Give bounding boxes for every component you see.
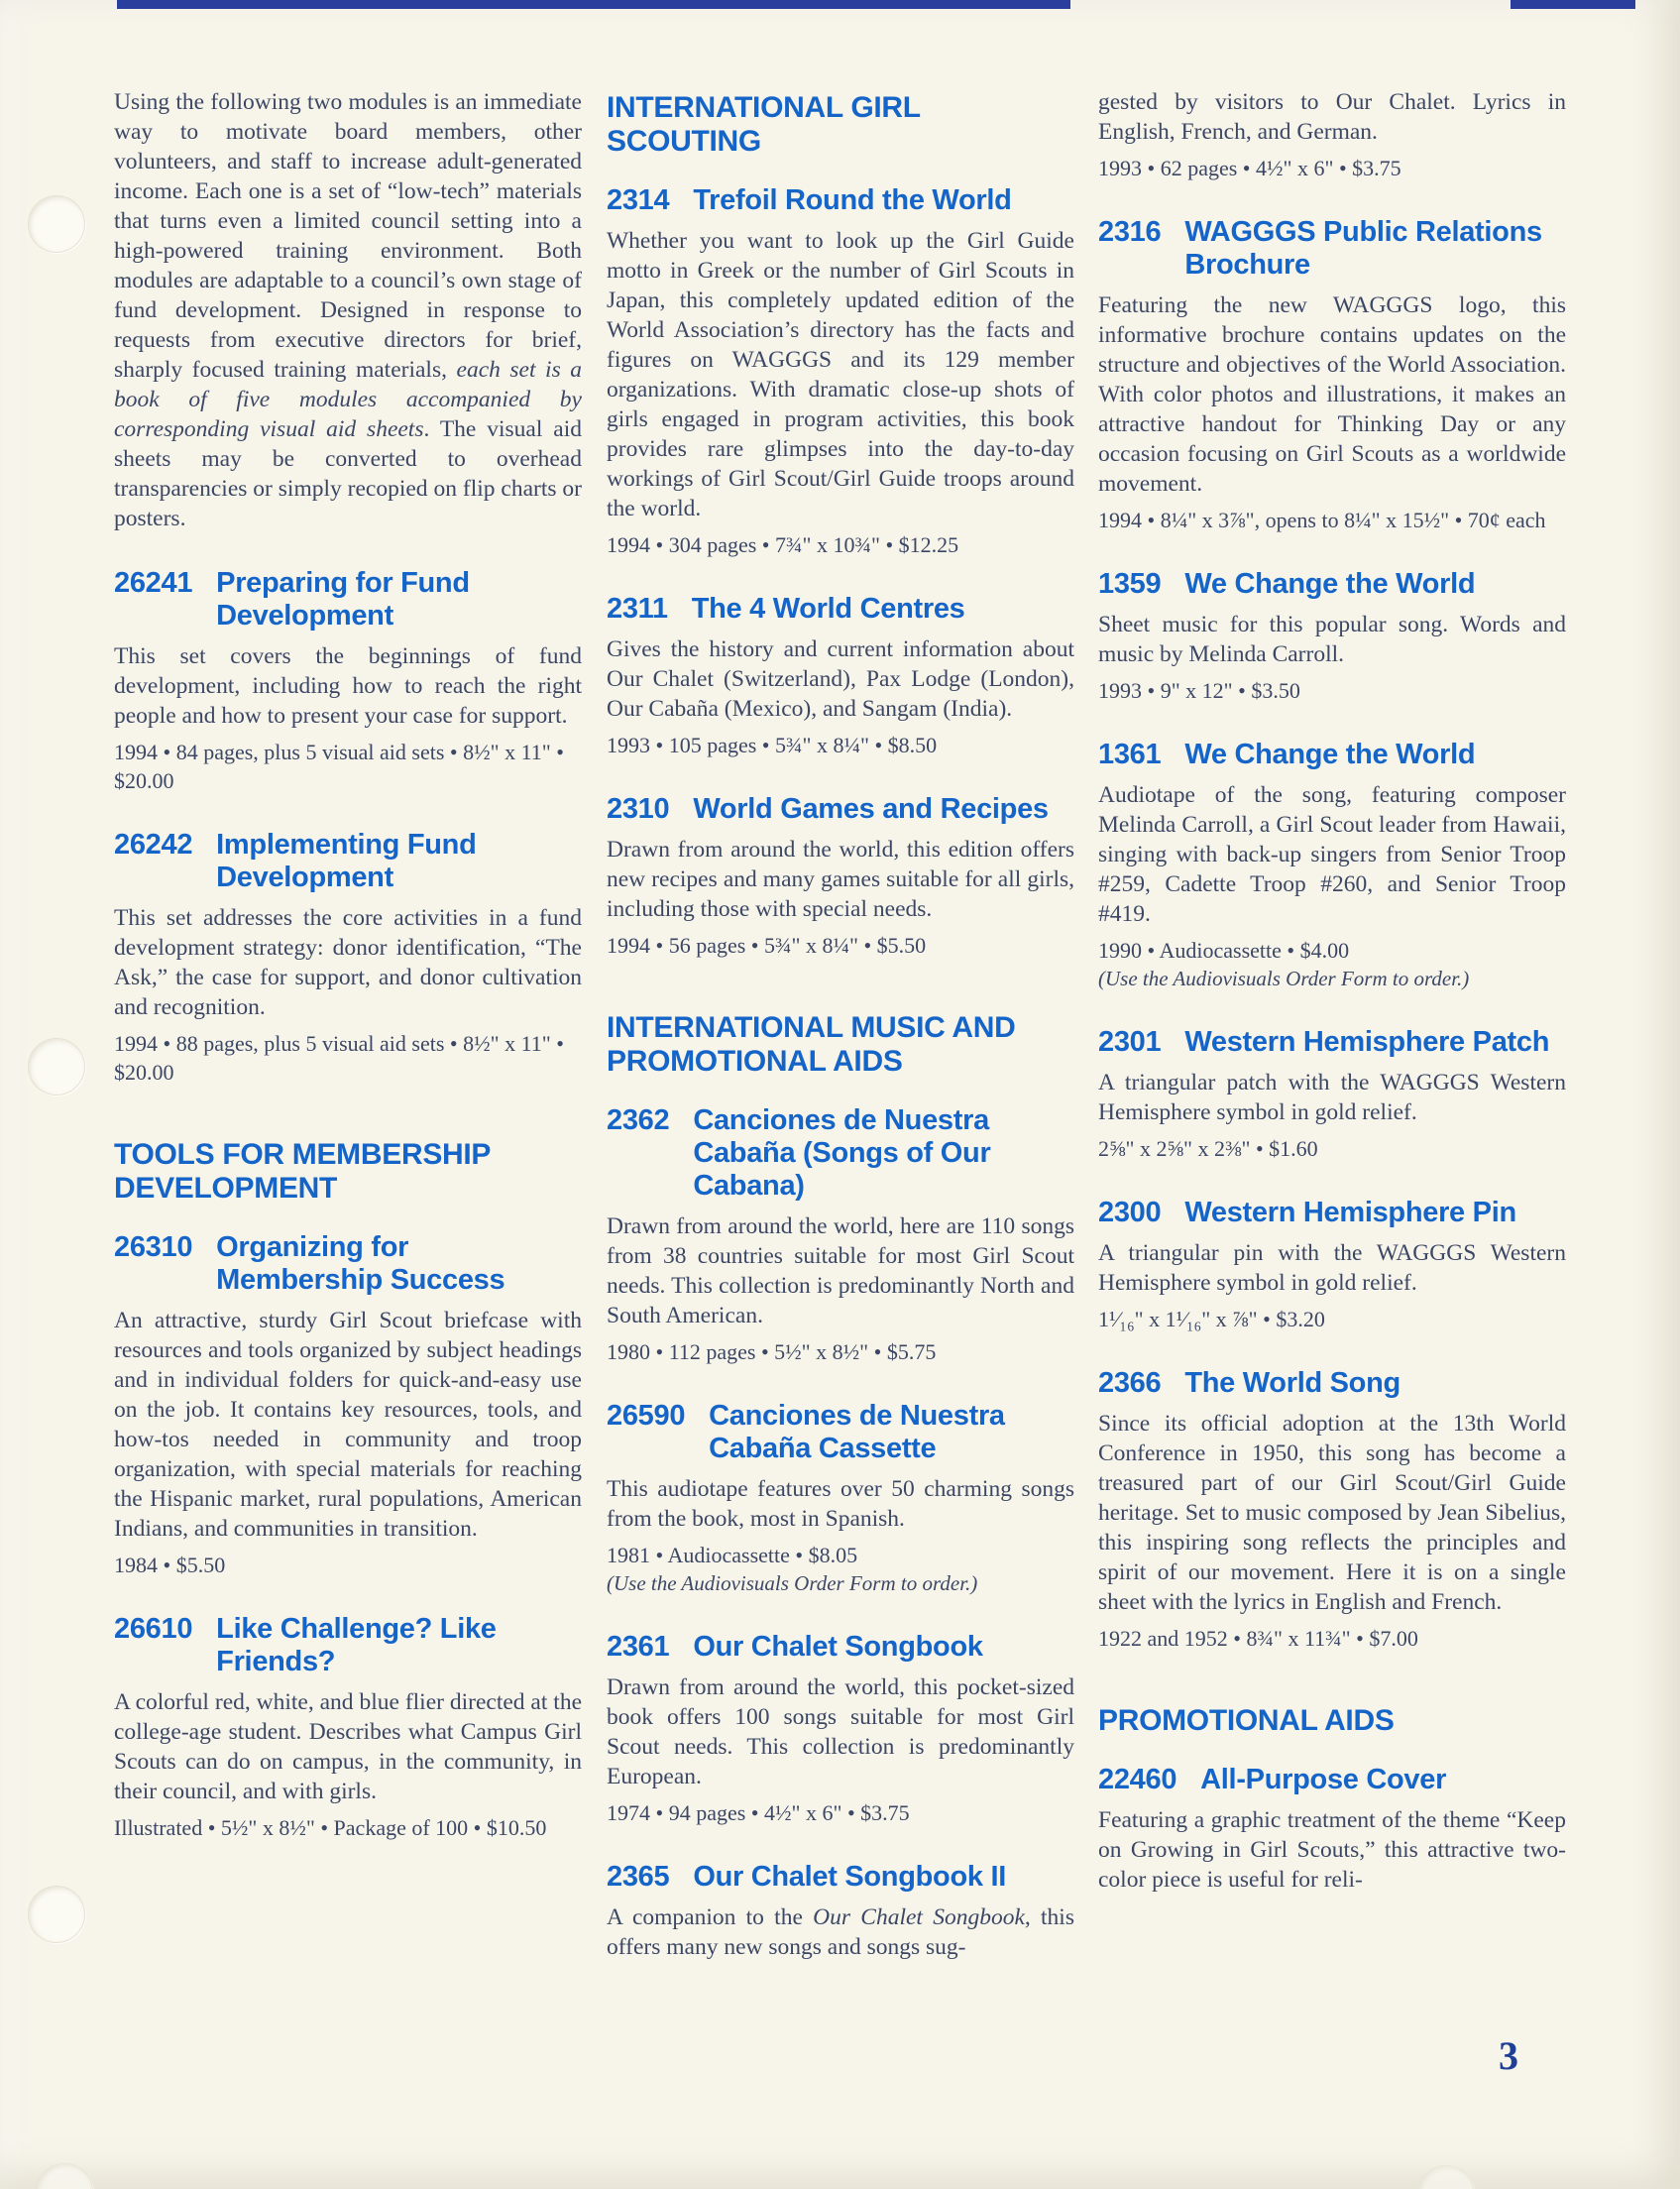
product-specs: 1980 • 112 pages • 5½" x 8½" • $5.75 [607,1339,937,1364]
intro-italic: each set is a book of five modules accompanied by corresponding visual aid sheets [114,357,583,442]
punch-hole [36,2163,93,2189]
product-heading [114,829,582,894]
product-code: 26610 [114,1613,193,1645]
product-entry-2361 [607,1631,1074,1827]
product-entry-2300 [1098,1197,1566,1333]
product-description: Featuring a graphic treatment of the theme “Keep on Growing in Girl Scouts,” this attractive two-color piece is useful for reli- [1098,1807,1566,1893]
product-entry-26610 [114,1613,582,1842]
product-entry-2316 [1098,216,1566,534]
product-entry-2365 [607,1861,1074,1962]
product-description: Drawn from around the world, this edition offers new recipes and many games suitable for all girls, including those with special needs. [607,837,1074,922]
continued-paragraph: gested by visitors to Our Chalet. Lyrics in English, French, and German. [1098,89,1566,145]
product-description: A colorful red, white, and blue flier directed at the college-age student. Describes what Campus Girl Scouts can do on campus, in the community, in their council, and with girls. [114,1689,582,1804]
product-heading [1098,1026,1566,1059]
product-heading [1098,739,1566,771]
column-1 [114,87,582,1842]
product-specs: 1974 • 94 pages • 4½" x 6" • $3.75 [607,1800,910,1825]
product-specs: 1994 • 8¼" x 3⅞", opens to 8¼" x 15½" • 70¢ each [1098,508,1546,532]
product-code: 2301 [1098,1026,1162,1058]
product-code: 26590 [607,1400,686,1432]
product-code: 26242 [114,829,193,861]
product-code: 2365 [607,1861,670,1893]
product-heading [1098,1764,1566,1796]
product-description [607,1902,1074,1962]
product-entry-2314 [607,184,1074,559]
product-description: Featuring the new WAGGGS logo, this informative brochure contains updates on the structure and objectives of the World Association. With color photos and illustrations, it makes an attractive handout for Thinking Day or any occasion focusing on Girl Scouts as a worldwide movement. [1098,292,1566,497]
desc-part2: , this offers many new songs and songs sug- [607,1904,1074,1960]
product-entry-2310 [607,793,1074,960]
product-heading [607,1631,1074,1664]
product-title: Preparing for Fund Development [216,567,470,632]
product-description: A triangular pin with the WAGGGS Western Hemisphere symbol in gold relief. [1098,1240,1566,1296]
product-description: A triangular patch with the WAGGGS Western Hemisphere symbol in gold relief. [1098,1070,1566,1125]
punch-hole [28,1886,85,1943]
product-heading [1098,216,1566,282]
product-title: Canciones de Nuestra Cabaña (Songs of Our Cabana) [693,1104,991,1202]
product-title: We Change the World [1184,739,1476,770]
product-code: 1359 [1098,568,1162,600]
product-title: All-Purpose Cover [1200,1764,1447,1795]
product-title: The 4 World Centres [691,593,965,625]
product-heading [607,1400,1074,1465]
product-heading [114,1231,582,1297]
product-heading [114,567,582,633]
product-entry-1361 [1098,739,1566,992]
product-entry-22460 [1098,1764,1566,1895]
product-description: This audiotape features over 50 charming songs from the book, most in Spanish. [607,1476,1074,1532]
punch-hole [28,1038,85,1095]
product-code: 2314 [607,184,670,216]
product-code: 2361 [607,1631,670,1663]
product-title: Organizing for Membership Success [216,1231,505,1296]
product-description: Drawn from around the world, this pocket-sized book offers 100 songs suitable for most Girl Scout needs. This collection is predominantly European. [607,1674,1074,1789]
product-title: Western Hemisphere Pin [1184,1197,1516,1228]
column-2 [607,87,1074,1962]
desc-part1: A companion to the [607,1904,814,1930]
product-description: Drawn from around the world, here are 110 songs from 38 countries suitable for most Girl Scout needs. This collection is predominantly North and South American. [607,1213,1074,1328]
product-specs: 1984 • $5.50 [114,1553,226,1577]
punch-hole [1417,2165,1475,2189]
product-title: Western Hemisphere Patch [1184,1026,1550,1058]
product-heading [607,184,1074,217]
product-title: WAGGGS Public Relations Brochure [1184,216,1542,281]
product-code: 26241 [114,567,193,599]
product-description: Audiotape of the song, featuring composer Melinda Carroll, a Girl Scout leader from Hawaii, singing with back-up singers from Senior Troop #259, Cadette Troop #260, and Senior Troop #419. [1098,782,1566,927]
product-entry-26241 [114,567,582,795]
product-title: Our Chalet Songbook II [693,1861,1006,1893]
product-entry-26242 [114,829,582,1087]
intro-paragraph [114,87,582,533]
product-title: World Games and Recipes [693,793,1049,825]
product-entry-2366 [1098,1367,1566,1653]
product-code: 2310 [607,793,670,825]
product-heading [607,1861,1074,1894]
product-entry-26590 [607,1400,1074,1597]
product-specs: 1993 • 9" x 12" • $3.50 [1098,678,1300,703]
product-code: 26310 [114,1231,193,1263]
product-description: An attractive, sturdy Girl Scout briefcase with resources and tools organized by subject headings and in individual folders for quick-and-easy use on the job. It contains key resources, tools, and how-tos needed in community and troop organization, with special materials for reaching the Hispanic market, rural populations, American Indians, and communities in transition. [114,1308,582,1542]
product-description: This set addresses the core activities in a fund development strategy: donor identification, “The Ask,” the case for support, and donor cultivation and recognition. [114,905,582,1020]
category-heading-promotional-aids: PROMOTIONAL AIDS [1098,1704,1395,1737]
product-code: 2366 [1098,1367,1162,1399]
desc-italic-title: Our Chalet Songbook [813,1904,1025,1930]
product-description: Gives the history and current information about Our Chalet (Switzerland), Pax Lodge (London), Our Cabaña (Mexico), and Sangam (India). [607,636,1074,722]
product-code: 2316 [1098,216,1162,248]
product-description: This set covers the beginnings of fund development, including how to reach the right people and how to present your case for support. [114,643,582,729]
punch-hole [28,195,85,253]
product-specs: 1¹⁄₁₆" x 1¹⁄₁₆" x ⅞" • $3.20 [1098,1307,1325,1331]
product-specs: 1994 • 88 pages, plus 5 visual aid sets • 8½" x 11" • $20.00 [114,1031,564,1085]
product-heading [114,1613,582,1678]
product-heading [1098,1197,1566,1229]
intro-part1: Using the following two modules is an immediate way to motivate board members, other volunteers, and staff to increase adult-generated income. Each one is a set of “low-tech” materials that turns even a limited council setting into a high-powered training environment. Both modules are adaptable to a council’s own stage of fund development. Designed in response to requests from executive directors for brief, sharply focused training materials, [114,89,582,383]
product-specs: 1981 • Audiocassette • $8.05 [607,1543,858,1567]
product-heading [607,1104,1074,1203]
category-heading-membership-tools: TOOLS FOR MEMBERSHIP DEVELOPMENT [114,1138,491,1205]
product-heading [607,593,1074,626]
product-description: Sheet music for this popular song. Words and music by Melinda Carroll. [1098,612,1566,667]
product-title: We Change the World [1184,568,1476,600]
product-entry-2301 [1098,1026,1566,1163]
category-heading-international-girl-scouting: INTERNATIONAL GIRL SCOUTING [607,91,921,158]
product-code: 2362 [607,1104,670,1136]
top-rule-left [117,0,1070,9]
top-rule-right [1511,0,1635,9]
product-code: 2300 [1098,1197,1162,1228]
product-specs: Illustrated • 5½" x 8½" • Package of 100 • $10.50 [114,1815,547,1840]
product-specs: 1994 • 84 pages, plus 5 visual aid sets • 8½" x 11" • $20.00 [114,740,564,793]
product-order-note: (Use the Audiovisuals Order Form to order.) [1098,967,1470,990]
product-specs: 1994 • 304 pages • 7¾" x 10¾" • $12.25 [607,532,959,557]
product-title: The World Song [1184,1367,1400,1399]
column-3 [1098,87,1566,1895]
product-description: Whether you want to look up the Girl Guide motto in Greek or the number of Girl Scouts in Japan, this completely updated edition of the World Association’s directory has the facts and figures on WAGGGS and its 129 member organizations. With dramatic close-up shots of girls engaged in program activities, this book provides rare glimpses into the day-to-day workings of Girl Scout/Girl Guide troops around the world. [607,228,1074,521]
product-specs: 1922 and 1952 • 8¾" x 11¾" • $7.00 [1098,1626,1418,1651]
product-entry-26310 [114,1231,582,1579]
product-specs: 1993 • 105 pages • 5¾" x 8¼" • $8.50 [607,733,938,757]
product-heading [607,793,1074,826]
product-code: 1361 [1098,739,1162,770]
product-heading [1098,568,1566,601]
product-title: Our Chalet Songbook [693,1631,983,1663]
product-title: Trefoil Round the World [693,184,1012,216]
product-entry-2362 [607,1104,1074,1366]
product-specs: 2⅝" x 2⅝" x 2⅜" • $1.60 [1098,1136,1318,1161]
product-description: Since its official adoption at the 13th World Conference in 1950, this song has become a treasured part of our Girl Scout/Girl Guide heritage. Set to music composed by Jean Sibelius, this inspiring song reflects the principles and spirit of our movement. Here it is on a single sheet with the lyrics in English and French. [1098,1411,1566,1615]
product-code: 22460 [1098,1764,1177,1795]
product-heading [1098,1367,1566,1400]
product-specs: 1990 • Audiocassette • $4.00 [1098,938,1350,963]
product-code: 2311 [607,593,668,625]
category-heading-international-music: INTERNATIONAL MUSIC AND PROMOTIONAL AIDS [607,1011,1016,1078]
product-title: Like Challenge? Like Friends? [216,1613,497,1677]
intro-part2: . The visual aid sheets may be converted to overhead transparencies or simply recopied on flip charts or posters. [114,416,582,531]
product-entry-2311 [607,593,1074,759]
page-number: 3 [1499,2033,1518,2078]
product-order-note: (Use the Audiovisuals Order Form to order.) [607,1571,978,1595]
product-specs: 1994 • 56 pages • 5¾" x 8¼" • $5.50 [607,933,927,958]
continued-product-specs: 1993 • 62 pages • 4½" x 6" • $3.75 [1098,156,1401,180]
product-entry-1359 [1098,568,1566,705]
product-title: Implementing Fund Development [216,829,477,893]
product-title: Canciones de Nuestra Cabaña Cassette [709,1400,1005,1464]
